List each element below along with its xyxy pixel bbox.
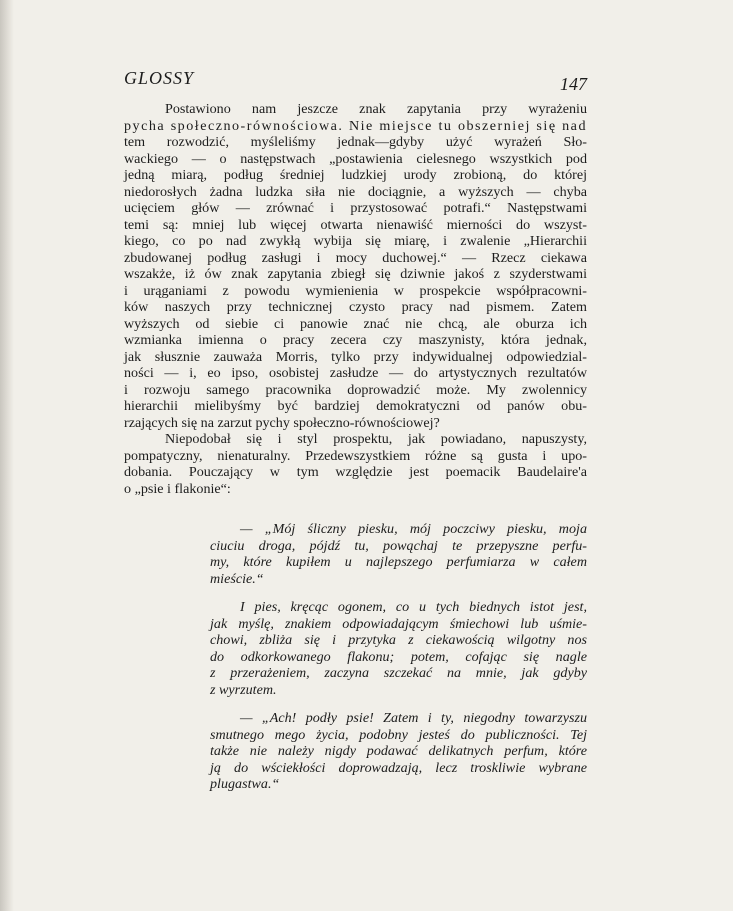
text-line: temi są: mniej lub więcej otwarta nienawiść mierności do wszyst- [124, 216, 587, 233]
text-line: ków naszych przy technicznej czysto pracy nad pismem. Zatem [124, 299, 587, 315]
text-line: kiego, co po nad zwykłą wybija się miarę, i zwalenie „Hierarchii [124, 233, 587, 249]
quote-line: smutnego mego życia, podobny jesteś do publiczności. Tej [210, 726, 587, 743]
quote-line: plugastwa.“ [210, 776, 280, 792]
quote-line: z wyrzutem. [210, 681, 277, 698]
text-line: ucięciem głów — zrównać i przystosować potrafi.“ Następstwami [124, 200, 587, 216]
paragraph-1 [124, 101, 587, 431]
quote-line: z przerażeniem, zaczyna szczekać na mnie, jak gdyby [210, 665, 587, 681]
text-line: Postawiono nam jeszcze znak zapytania przy wyrażeniu [165, 101, 587, 117]
text-line: wszakże, iż ów znak zapytania zbiegł się dziwnie jakoś z szyderstwami [124, 266, 587, 282]
quote-line: I pies, kręcąc ogonem, co u tych biednych istot jest, [240, 599, 587, 615]
text-line: wackiego — o następstwach „postawienia cielesnego wszystkich pod [124, 150, 587, 167]
text-line: wzmianka imienna o pracy zecera czy maszynisty, która jednak, [124, 332, 587, 348]
page-header [124, 68, 587, 98]
text-line: niedorosłych żadna ludzka siła nie dociągnie, a wyższych — chyba [124, 183, 587, 200]
text-line: jak słusznie zauważa Morris, tylko przy indywidualnej odpowiedzial- [124, 348, 587, 365]
text-line: pompatyczny, nienaturalny. Przedewszystkiem różne są gusta i upo- [124, 447, 587, 464]
page-gutter-shadow [0, 0, 14, 911]
text-line: tem rozwodzić, myśleliśmy jednak—gdyby użyć wyrażeń Sło- [124, 134, 587, 150]
quote-paragraph-1 [210, 521, 587, 587]
text-line: o „psie i flakonie“: [124, 480, 231, 497]
paragraph-2 [124, 431, 587, 497]
quote-line: — „Mój śliczny piesku, mój poczciwy piesku, moja [240, 521, 587, 537]
text-line: i urąganiami z powodu wymienienia w prospekcie współpracowni- [124, 282, 587, 299]
text-line: zbudowanej podług zasługi i mocy duchowej.“ — Rzecz ciekawa [124, 249, 587, 266]
text-line: Niepodobał się i styl prospektu, jak powiadano, napuszysty, [165, 431, 587, 447]
quote-paragraph-3 [210, 710, 587, 793]
quote-line: mieście.“ [210, 570, 264, 587]
page-number: 147 [560, 74, 587, 94]
text-line: wyższych od siebie ci panowie znać nie chcą, ale oburza ich [124, 315, 587, 332]
quote-line: ją do wściekłości doprowadzają, lecz troskliwie wybrane [210, 759, 587, 776]
quote-paragraph-2 [210, 599, 587, 698]
text-line: i rozwoju samego pracownika doprowadzić może. My zwolennicy [124, 381, 587, 398]
page-body [124, 101, 587, 793]
text-line: dobania. Pouczający w tym względzie jest poemacik Baudelaire'a [124, 464, 587, 480]
quoted-poem [210, 521, 587, 793]
quote-line: do odkorkowanego flakonu; potem, cofając się nagle [210, 648, 587, 665]
text-line: hierarchii mielibyśmy być bardziej demokratyczni od panów obu- [124, 398, 587, 414]
text-line: rzających się na zarzut pychy społeczno-równościowej? [124, 414, 440, 431]
quote-line: także nie należy nigdy podawać delikatnych perfum, które [210, 743, 587, 759]
quote-line: jak myślę, znakiem odpowiadającym śmiechowi lub uśmie- [210, 615, 587, 632]
running-head: GLOSSY [124, 68, 195, 88]
text-line: pycha społeczno-równościowa. Nie miejsce tu obszerniej się nad [124, 117, 587, 134]
text-line: ności — i, eo ipso, osobistej zasłudze — do artystycznych rezultatów [124, 365, 587, 381]
quote-line: chowi, zbliża się i przytyka z ciekawością wilgotny nos [210, 632, 587, 648]
quote-line: my, które kupiłem u najlepszego perfumiarza w całem [210, 554, 587, 570]
quote-line: — „Ach! podły psie! Zatem i ty, niegodny towarzyszu [240, 710, 587, 726]
text-line: jedną miarą, podług średniej ludzkiej urody zrobioną, do której [124, 167, 587, 183]
quote-line: ciuciu droga, pójdź tu, powąchaj te przepyszne perfu- [210, 537, 587, 554]
